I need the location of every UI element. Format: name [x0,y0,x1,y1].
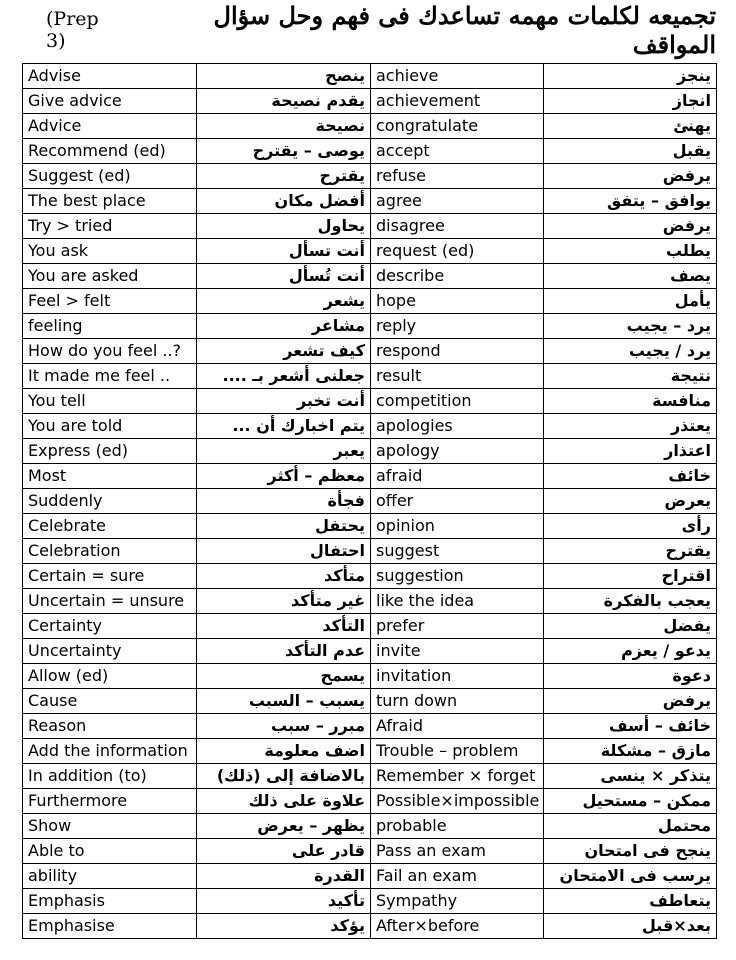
english-term: Advice [23,114,197,139]
table-row [23,739,717,764]
arabic-meaning: بعد×قبل [544,914,717,939]
table-row [23,64,717,89]
table-row [23,814,717,839]
english-term: Emphasis [23,889,197,914]
english-term: offer [371,489,544,514]
arabic-meaning: يوصى – يقترح [197,139,371,164]
arabic-meaning: يقدم نصيحة [197,89,371,114]
english-term: Furthermore [23,789,197,814]
arabic-meaning: ينجح فى امتحان [544,839,717,864]
table-row [23,864,717,889]
arabic-meaning: جعلنى أشعر بـ .... [197,364,371,389]
table-row [23,189,717,214]
arabic-meaning: اعتذار [544,439,717,464]
english-term: turn down [371,689,544,714]
arabic-meaning: بالاضافة إلى (ذلك) [197,764,371,789]
english-term: probable [371,814,544,839]
english-term: Afraid [371,714,544,739]
arabic-meaning: أنت تُسأل [197,264,371,289]
arabic-meaning: يظهر – يعرض [197,814,371,839]
arabic-meaning: أنت تسأل [197,239,371,264]
english-term: Advise [23,64,197,89]
arabic-meaning: يفضل [544,614,717,639]
arabic-meaning: يعبر [197,439,371,464]
english-term: You are told [23,414,197,439]
english-term: suggest [371,539,544,564]
english-term: result [371,364,544,389]
arabic-meaning: أفضل مكان [197,189,371,214]
table-row [23,389,717,414]
table-row [23,314,717,339]
english-term: competition [371,389,544,414]
english-term: Uncertainty [23,639,197,664]
arabic-meaning: اضف معلومة [197,739,371,764]
arabic-meaning: يرد / يجيب [544,339,717,364]
arabic-meaning: التأكد [197,614,371,639]
english-term: Cause [23,689,197,714]
arabic-meaning: يعجب بالفكرة [544,589,717,614]
vocabulary-table-body [23,64,717,939]
table-row [23,614,717,639]
english-term: afraid [371,464,544,489]
arabic-meaning: يرسب فى الامتحان [544,864,717,889]
english-term: Emphasise [23,914,197,939]
table-row [23,489,717,514]
english-term: Celebrate [23,514,197,539]
table-row [23,289,717,314]
english-term: refuse [371,164,544,189]
arabic-meaning: نصيحة [197,114,371,139]
english-term: ability [23,864,197,889]
table-row [23,764,717,789]
arabic-meaning: خائف – أسف [544,714,717,739]
english-term: Try > tried [23,214,197,239]
arabic-meaning: يؤكد [197,914,371,939]
arabic-meaning: مبرر – سبب [197,714,371,739]
vocabulary-table [22,63,717,939]
english-term: It made me feel .. [23,364,197,389]
arabic-meaning: رأى [544,514,717,539]
arabic-meaning: يقترح [544,539,717,564]
page-title [20,1,716,59]
table-row [23,164,717,189]
title-arabic: تجميعه لكلمات مهمه تساعدك فى فهم وحل سؤال المواقف [213,1,716,59]
english-term: Show [23,814,197,839]
english-term: feeling [23,314,197,339]
english-term: Pass an exam [371,839,544,864]
arabic-meaning: يقترح [197,164,371,189]
arabic-meaning: علاوة على ذلك [197,789,371,814]
arabic-meaning: يرد – يجيب [544,314,717,339]
arabic-meaning: يرفض [544,214,717,239]
table-row [23,589,717,614]
english-term: describe [371,264,544,289]
english-term: request (ed) [371,239,544,264]
arabic-meaning: يعرض [544,489,717,514]
english-term: Allow (ed) [23,664,197,689]
arabic-meaning: قادر على [197,839,371,864]
arabic-meaning: معظم – أكثر [197,464,371,489]
english-term: prefer [371,614,544,639]
arabic-meaning: غير متأكد [197,589,371,614]
arabic-meaning: مشاعر [197,314,371,339]
table-row [23,689,717,714]
arabic-meaning: عدم التأكد [197,639,371,664]
english-term: Certainty [23,614,197,639]
arabic-meaning: ممكن – مستحيل [544,789,717,814]
arabic-meaning: يأمل [544,289,717,314]
table-row [23,364,717,389]
arabic-meaning: يعتذر [544,414,717,439]
arabic-meaning: يرفض [544,164,717,189]
arabic-meaning: يتعاطف [544,889,717,914]
english-term: Trouble – problem [371,739,544,764]
english-term: You tell [23,389,197,414]
arabic-meaning: يسبب – السبب [197,689,371,714]
arabic-meaning: ينجز [544,64,717,89]
english-term: Express (ed) [23,439,197,464]
english-term: like the idea [371,589,544,614]
arabic-meaning: فجأة [197,489,371,514]
english-term: Give advice [23,89,197,114]
english-term: hope [371,289,544,314]
english-term: opinion [371,514,544,539]
english-term: After×before [371,914,544,939]
arabic-meaning: محتمل [544,814,717,839]
arabic-meaning: تأكيد [197,889,371,914]
english-term: reply [371,314,544,339]
english-term: congratulate [371,114,544,139]
arabic-meaning: اقتراح [544,564,717,589]
english-term: Uncertain = unsure [23,589,197,614]
arabic-meaning: يطلب [544,239,717,264]
english-term: Fail an exam [371,864,544,889]
table-row [23,89,717,114]
arabic-meaning: منافسة [544,389,717,414]
table-row [23,664,717,689]
table-row [23,214,717,239]
english-term: Able to [23,839,197,864]
english-term: Celebration [23,539,197,564]
arabic-meaning: انجاز [544,89,717,114]
arabic-meaning: يسمح [197,664,371,689]
english-term: Sympathy [371,889,544,914]
table-row [23,264,717,289]
english-term: respond [371,339,544,364]
english-term: Most [23,464,197,489]
english-term: Remember × forget [371,764,544,789]
arabic-meaning: احتفال [197,539,371,564]
english-term: Add the information [23,739,197,764]
arabic-meaning: دعوة [544,664,717,689]
table-row [23,114,717,139]
table-row [23,564,717,589]
table-row [23,539,717,564]
english-term: invitation [371,664,544,689]
english-term: You are asked [23,264,197,289]
arabic-meaning: يرفض [544,689,717,714]
table-row [23,464,717,489]
arabic-meaning: مازق – مشكلة [544,739,717,764]
english-term: achievement [371,89,544,114]
title-english: (Prep 3) [46,8,99,52]
table-row [23,839,717,864]
table-row [23,789,717,814]
table-row [23,714,717,739]
english-term: suggestion [371,564,544,589]
english-term: Possible×impossible [371,789,544,814]
arabic-meaning: يحتفل [197,514,371,539]
english-term: How do you feel ..? [23,339,197,364]
english-term: Recommend (ed) [23,139,197,164]
arabic-meaning: نتيجة [544,364,717,389]
english-term: In addition (to) [23,764,197,789]
arabic-meaning: أنت تخبر [197,389,371,414]
arabic-meaning: يقبل [544,139,717,164]
arabic-meaning: خائف [544,464,717,489]
english-term: You ask [23,239,197,264]
table-row [23,514,717,539]
arabic-meaning: متأكد [197,564,371,589]
english-term: Reason [23,714,197,739]
english-term: achieve [371,64,544,89]
english-term: disagree [371,214,544,239]
english-term: apologies [371,414,544,439]
table-row [23,414,717,439]
english-term: Feel > felt [23,289,197,314]
arabic-meaning: يوافق – يتفق [544,189,717,214]
arabic-meaning: يتم اخبارك أن ... [197,414,371,439]
arabic-meaning: كيف تشعر [197,339,371,364]
english-term: Suddenly [23,489,197,514]
arabic-meaning: يهنئ [544,114,717,139]
english-term: Suggest (ed) [23,164,197,189]
table-row [23,239,717,264]
table-row [23,914,717,939]
arabic-meaning: يتذكر × ينسى [544,764,717,789]
arabic-meaning: يصف [544,264,717,289]
table-row [23,639,717,664]
arabic-meaning: ينصح [197,64,371,89]
arabic-meaning: يدعو / يعزم [544,639,717,664]
table-row [23,339,717,364]
arabic-meaning: يشعر [197,289,371,314]
english-term: Certain = sure [23,564,197,589]
english-term: accept [371,139,544,164]
table-row [23,139,717,164]
table-row [23,439,717,464]
arabic-meaning: يحاول [197,214,371,239]
english-term: The best place [23,189,197,214]
english-term: agree [371,189,544,214]
english-term: invite [371,639,544,664]
table-row [23,889,717,914]
arabic-meaning: القدرة [197,864,371,889]
english-term: apology [371,439,544,464]
